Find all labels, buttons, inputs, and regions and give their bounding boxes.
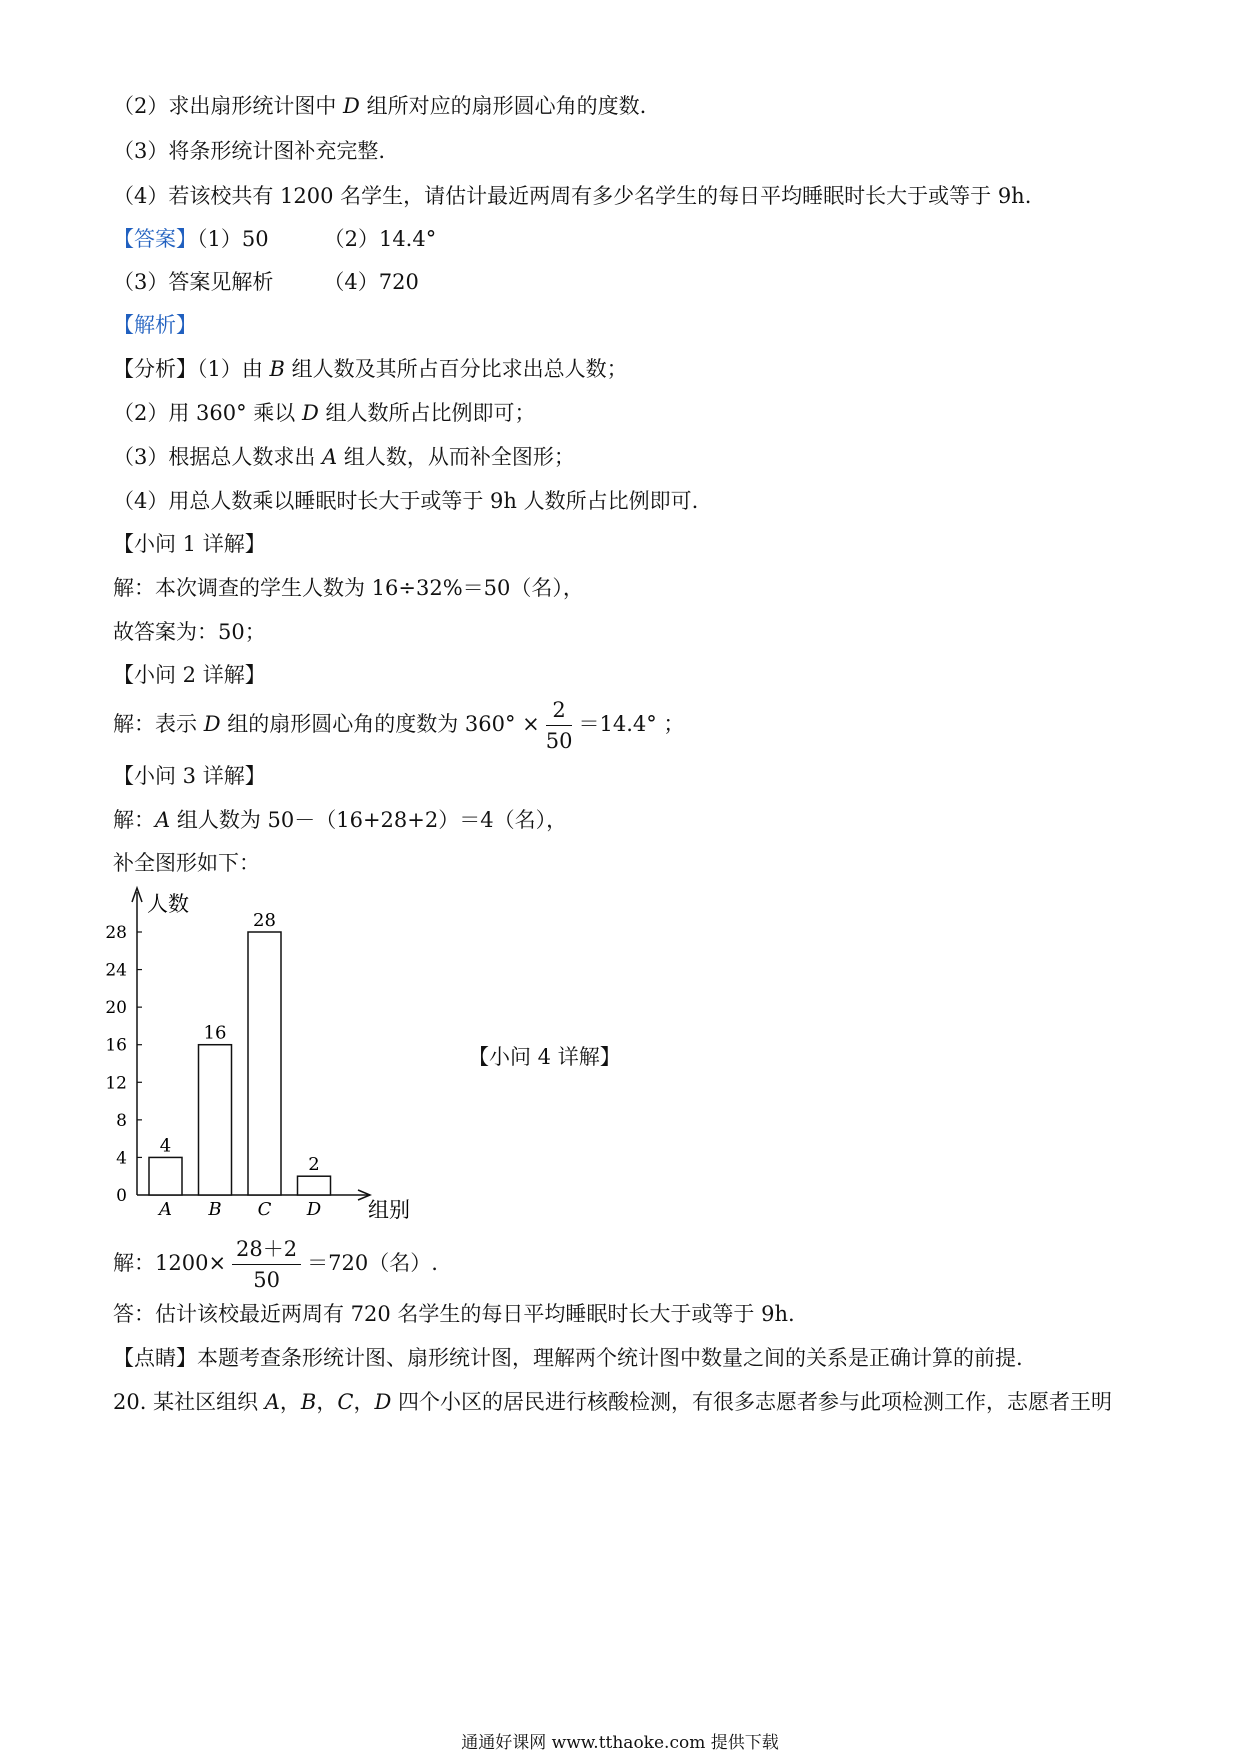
bar-value-label: 4 [159,1135,172,1157]
sub2-solution: 解：表示 D 组的扇形圆心角的度数为 360° × $\frac{2}{50}$ ＝14.4° ； [113,693,684,756]
analysis-1: 【分析】（1）由 B 组人数及其所占百分比求出总人数； [113,357,628,381]
sub2-tag: 【小问 2 详解】 [113,663,266,687]
x-tick-label: B [208,1199,222,1220]
y-tick-label: 8 [116,1110,127,1131]
sub4-solution: 解：1200× $\frac{28+2}{50}$ ＝720（名）. [113,1232,438,1295]
sub4-tag: 【小问 4 详解】 [468,1045,621,1069]
bar-C [248,932,281,1195]
analysis-2: （2）用 360° 乘以 D 组人数所占比例即可； [113,401,536,425]
bar-chart [100,880,460,1240]
footer: 通通好课网 www.tthaoke.com 提供下载 [461,1733,779,1753]
y-tick-label: 0 [116,1186,127,1206]
fraction: $\frac{28+2}{50}$ [232,1234,301,1295]
question-20: 20. 某社区组织 A，B，C，D 四个小区的居民进行核酸检测，有很多志愿者参与此项检测工作，志愿者王明 [113,1390,1112,1414]
bar-B [199,1045,232,1195]
sub3-tag: 【小问 3 详解】 [113,764,266,788]
question-3: （3）将条形统计图补充完整. [113,139,386,163]
question-4: （4）若该校共有 1200 名学生，请估计最近两周有多少名学生的每日平均睡眠时长大于或等于 9h. [113,184,1032,208]
fraction: $\frac{2}{50}$ [546,695,573,756]
sub3-solution: 解：A 组人数为 50－（16+28+2）＝4（名）， [113,808,568,832]
x-tick-label: A [159,1199,172,1220]
bar-A [149,1157,182,1195]
answer-line-2: （3）答案见解析 （4）720 [113,270,419,294]
y-tick-label: 16 [105,1035,127,1056]
sub3-fill: 补全图形如下： [113,851,260,875]
sub4-answer: 答：估计该校最近两周有 720 名学生的每日平均睡眠时长大于或等于 9h. [113,1302,795,1326]
y-tick-label: 12 [105,1073,127,1094]
dianjing: 【点睛】本题考查条形统计图、扇形统计图，理解两个统计图中数量之间的关系是正确计算的前提. [113,1346,1023,1370]
sub1-solution: 解：本次调查的学生人数为 16÷32%＝50（名）， [113,576,584,600]
x-tick-label: D [306,1199,322,1220]
analysis-3: （3）根据总人数求出 A 组人数，从而补全图形； [113,445,575,469]
y-tick-label: 20 [105,998,127,1019]
bar-D [298,1176,331,1195]
y-axis-label: 人数 [147,892,189,916]
y-tick-label: 24 [105,960,127,981]
answer-tag: 【答案】 [113,227,197,251]
answer-line-1: 【答案】（1）50 （2）14.4° [113,227,437,251]
bar-value-label: 16 [203,1022,227,1044]
analysis-tag: 【解析】 [113,313,197,337]
x-tick-label: C [257,1199,272,1220]
x-axis-label: 组别 [368,1198,410,1222]
bar-value-label: 2 [308,1154,320,1176]
sub1-tag: 【小问 1 详解】 [113,532,266,556]
y-tick-label: 4 [116,1148,127,1169]
sub1-answer: 故答案为：50； [113,620,266,644]
analysis-4: （4）用总人数乘以睡眠时长大于或等于 9h 人数所占比例即可. [113,489,699,513]
bar-value-label: 28 [253,910,276,931]
y-tick-label: 28 [105,923,127,943]
question-2: （2）求出扇形统计图中 D 组所对应的扇形圆心角的度数. [113,94,647,118]
